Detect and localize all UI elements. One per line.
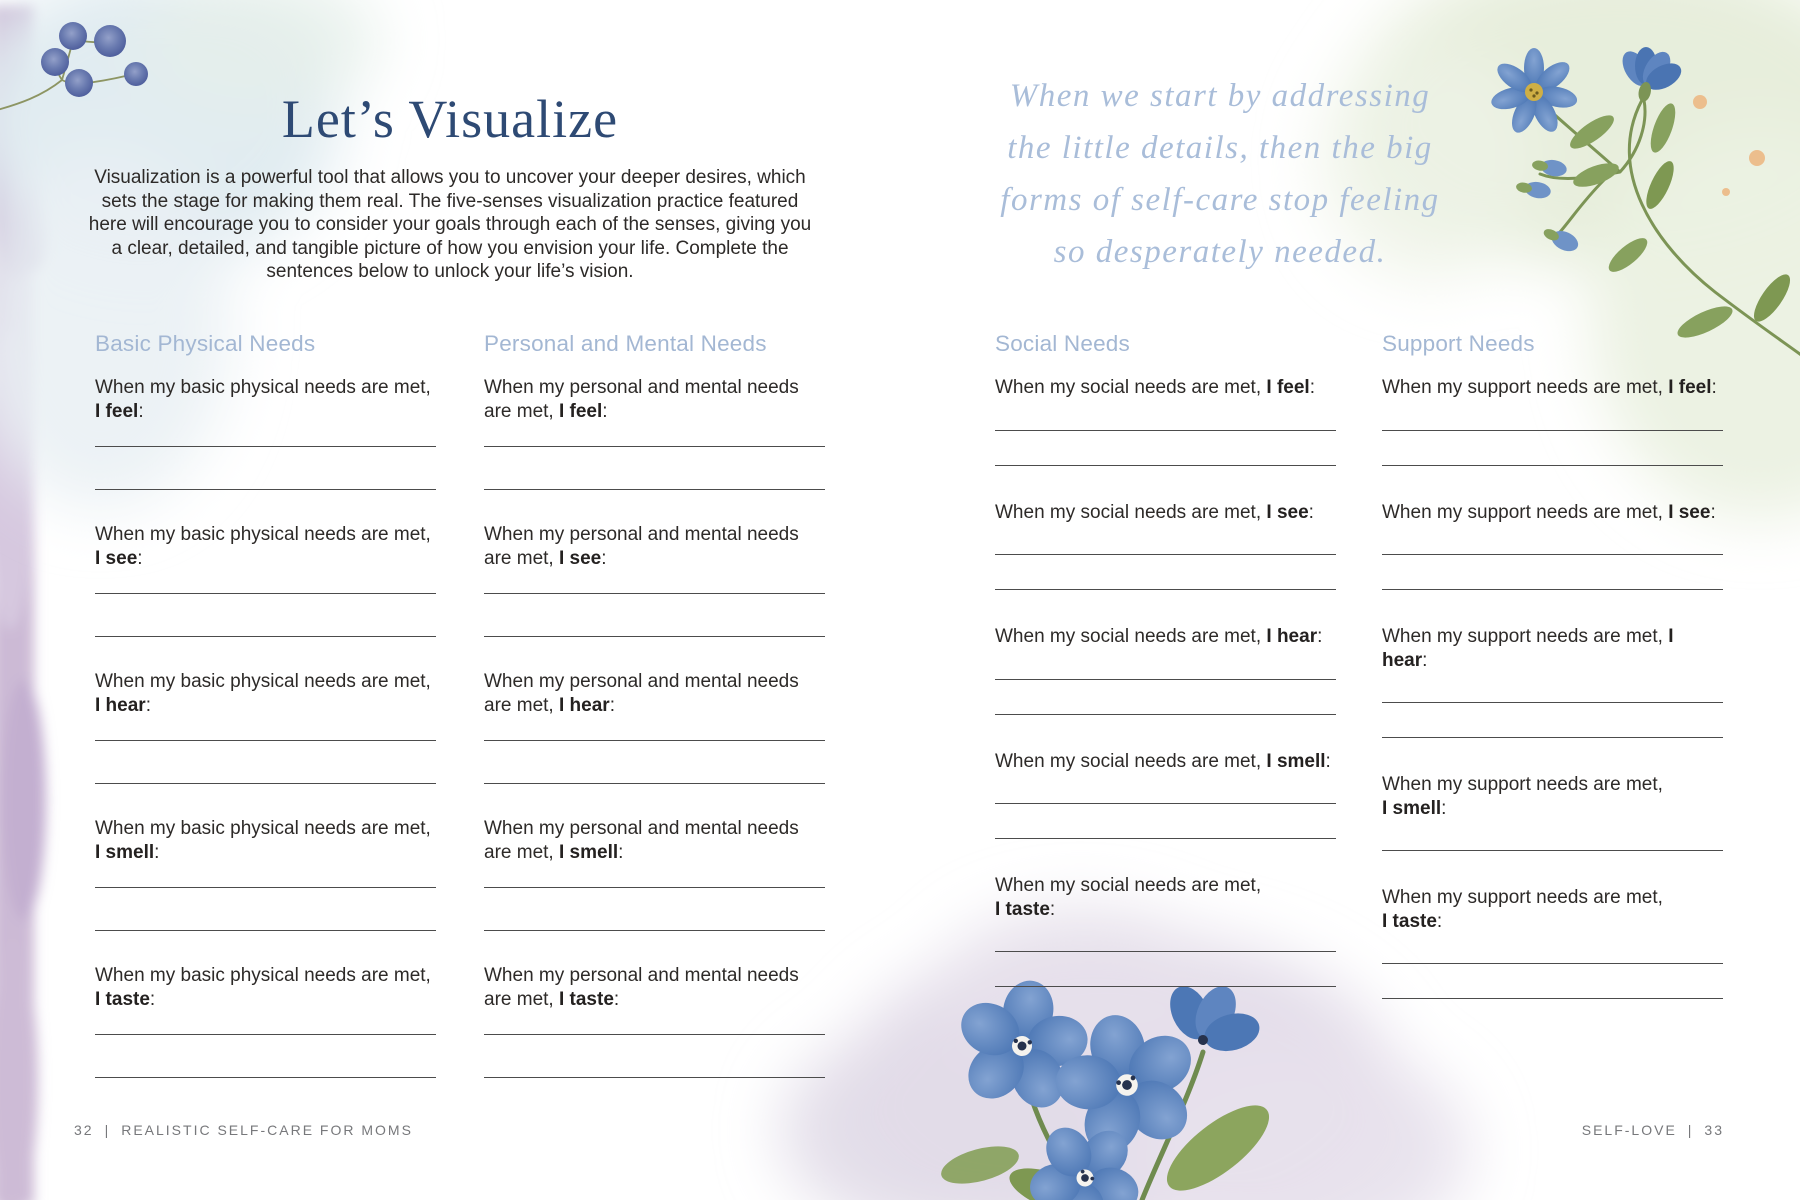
writing-line <box>484 741 825 784</box>
quote-line: so desperately needed. <box>1053 234 1387 270</box>
sense-prompt-section <box>484 523 825 637</box>
writing-line <box>95 423 436 447</box>
prompt-text: When my personal and mental needs are met, I smell: <box>484 818 799 863</box>
sense-prompt-section <box>95 817 436 931</box>
writing-line <box>484 717 825 741</box>
sense-prompt-section <box>995 874 1336 987</box>
writing-line <box>995 649 1336 680</box>
quote-line: the little details, then the big <box>1007 130 1433 166</box>
footer-chapter-title: SELF-LOVE <box>1581 1122 1677 1138</box>
writing-line <box>1382 555 1723 590</box>
prompt-text: When my personal and mental needs are met, I feel: <box>484 377 799 422</box>
writing-line <box>95 447 436 490</box>
writing-line <box>484 594 825 637</box>
prompt-text: When my support needs are met, I smell: <box>1382 774 1663 819</box>
writing-line <box>1382 933 1723 964</box>
writing-line <box>1382 431 1723 466</box>
prompt-text: When my basic physical needs are met, I smell: <box>95 818 431 863</box>
sense-prompt-section <box>484 964 825 1078</box>
column-heading: Support Needs <box>1382 331 1535 356</box>
writing-line <box>995 400 1336 431</box>
sense-prompt-section <box>995 625 1336 715</box>
writing-line <box>995 921 1336 952</box>
writing-line <box>1382 672 1723 703</box>
writing-line <box>484 447 825 490</box>
sense-prompt-section <box>1382 376 1723 466</box>
prompt-text: When my social needs are met, I see: <box>995 501 1314 523</box>
prompt-text: When my support needs are met, I hear: <box>1382 626 1674 671</box>
writing-line <box>1382 703 1723 738</box>
writing-line <box>995 431 1336 466</box>
sense-prompt-section <box>1382 886 1723 999</box>
prompt-text: When my social needs are met, I taste: <box>995 875 1262 920</box>
prompt-text: When my support needs are met, I see: <box>1382 501 1716 523</box>
footer-book-title: REALISTIC SELF-CARE FOR MOMS <box>121 1122 413 1138</box>
prompt-text: When my social needs are met, I feel: <box>995 377 1315 398</box>
writing-line <box>995 773 1336 804</box>
footer-right <box>1582 1122 1724 1138</box>
writing-line <box>995 555 1336 590</box>
sense-prompt-section <box>95 964 436 1078</box>
prompt-text: When my basic physical needs are met, I feel: <box>95 377 431 422</box>
column-personal-mental-needs <box>484 330 825 1111</box>
writing-line <box>95 1035 436 1078</box>
writing-line <box>484 864 825 888</box>
quote-line: forms of self-care stop feeling <box>1000 182 1440 218</box>
column-heading: Personal and Mental Needs <box>484 331 767 356</box>
prompt-text: When my personal and mental needs are met, I hear: <box>484 671 799 716</box>
footer-page-number: 33 <box>1704 1122 1724 1138</box>
prompt-text: When my support needs are met, I feel: <box>1382 377 1717 398</box>
column-heading: Basic Physical Needs <box>95 331 316 356</box>
sense-prompt-section <box>1382 773 1723 851</box>
writing-line <box>95 864 436 888</box>
prompt-text: When my basic physical needs are met, I see: <box>95 524 431 569</box>
writing-line <box>1382 820 1723 851</box>
writing-line <box>484 570 825 594</box>
sense-prompt-section <box>95 670 436 784</box>
sense-prompt-section <box>95 523 436 637</box>
prompt-text: When my basic physical needs are met, I hear: <box>95 671 431 716</box>
pull-quote <box>975 70 1465 278</box>
sense-prompt-section <box>995 376 1336 466</box>
writing-line <box>95 594 436 637</box>
prompt-text: When my support needs are met, I taste: <box>1382 887 1663 932</box>
sense-prompt-section <box>95 376 436 490</box>
writing-line <box>1382 964 1723 999</box>
quote-line: When we start by addressing <box>1009 78 1431 114</box>
writing-line <box>95 888 436 931</box>
writing-line <box>995 680 1336 715</box>
writing-line <box>484 423 825 447</box>
writing-line <box>995 952 1336 987</box>
writing-line <box>484 888 825 931</box>
footer-left <box>74 1122 413 1138</box>
page-title: Let’s Visualize <box>281 89 619 149</box>
writing-line <box>1382 400 1723 431</box>
column-basic-physical-needs <box>95 330 436 1111</box>
writing-line <box>95 741 436 784</box>
writing-line <box>995 804 1336 839</box>
writing-line <box>95 1011 436 1035</box>
sense-prompt-section <box>995 750 1336 840</box>
prompt-text: When my social needs are met, I smell: <box>995 750 1331 772</box>
sense-prompt-section <box>484 376 825 490</box>
footer-separator: | <box>1687 1122 1694 1138</box>
intro-paragraph: Visualization is a powerful tool that allows you to uncover your deeper desires, which sets the stage for making them real. The five-senses visualization practice featured here will encourage you to consider your goals through each of the senses, giving you a clear, detailed, and tangible picture of how you envision your life. Complete the sentences below to unlock your life’s vision. <box>88 167 812 282</box>
prompt-text: When my personal and mental needs are met, I taste: <box>484 965 799 1010</box>
column-support-needs <box>1382 330 1723 1034</box>
prompt-text: When my personal and mental needs are met, I see: <box>484 524 799 569</box>
footer-page-number: 32 <box>74 1122 94 1138</box>
writing-line <box>95 570 436 594</box>
column-social-needs <box>995 330 1336 1022</box>
footer-separator: | <box>104 1122 111 1138</box>
sense-prompt-section <box>484 670 825 784</box>
prompt-text: When my basic physical needs are met, I taste: <box>95 965 431 1010</box>
writing-line <box>484 1011 825 1035</box>
sense-prompt-section <box>1382 625 1723 738</box>
sense-prompt-section <box>484 817 825 931</box>
writing-line <box>995 524 1336 555</box>
sense-prompt-section <box>1382 501 1723 591</box>
writing-line <box>95 717 436 741</box>
sense-prompt-section <box>995 501 1336 591</box>
writing-line <box>1382 524 1723 555</box>
prompt-text: When my social needs are met, I hear: <box>995 626 1323 647</box>
column-heading: Social Needs <box>995 331 1130 356</box>
writing-line <box>484 1035 825 1078</box>
